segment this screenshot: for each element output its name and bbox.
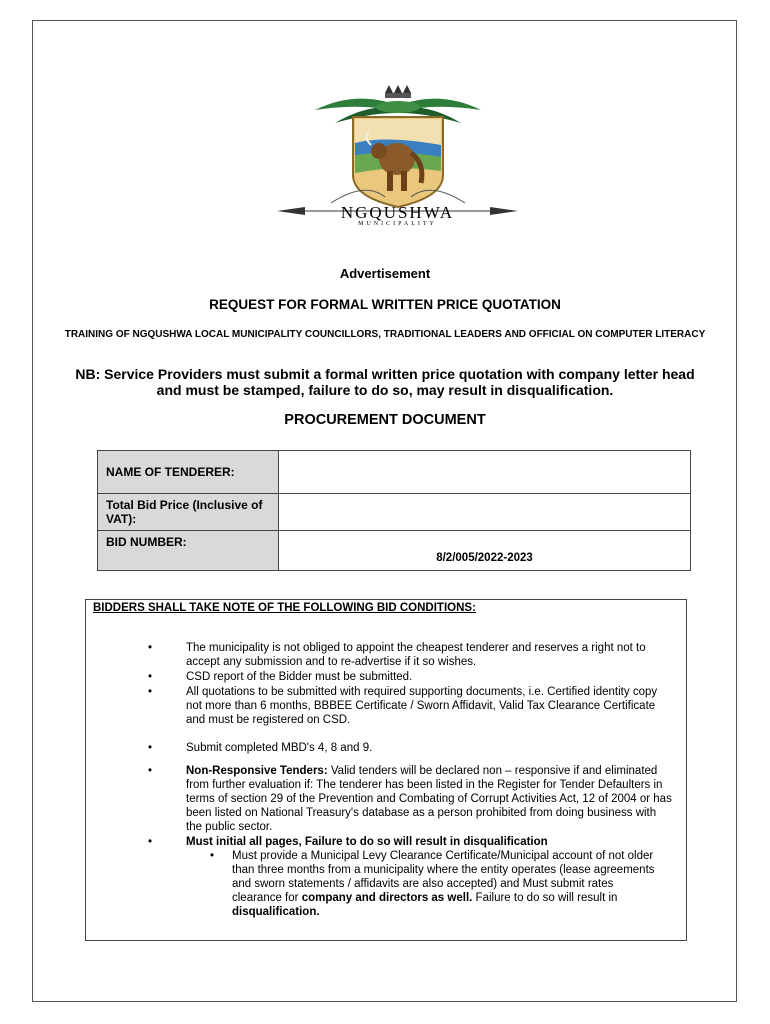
table-row xyxy=(98,451,691,494)
logo-name: NGQUSHWA xyxy=(340,203,455,222)
non-responsive-text: Valid tenders will be declared non – responsive if and eliminated from further evaluation if: The tenderer has been listed in the Register for Tender Defaulters in terms of section 29 of the Prevention and Combating of Corrupt Activities Act, 12 of 2004 or has been listed on National Treasury's database as a person prohibited from doing business with the public sector. xyxy=(186,765,672,833)
bullet-icon: • xyxy=(148,836,153,848)
bid-conditions-heading-text: BIDDERS SHALL TAKE NOTE OF THE FOLLOWING BID CONDITIONS xyxy=(93,602,473,614)
condition-text: The municipality is not obliged to appoint the cheapest tenderer and reserves a right not to accept any submission and to re-advertise if it so wishes. xyxy=(186,642,646,668)
levy-text-2: Failure to do so will result in xyxy=(472,892,618,904)
bullet-icon: • xyxy=(148,742,153,754)
list-item xyxy=(86,685,686,727)
logo-subname: MUNICIPALITY xyxy=(358,221,437,227)
bid-conditions-box xyxy=(85,599,687,941)
initial-pages-text: Must initial all pages, Failure to do so will result in disqualification xyxy=(186,836,548,848)
bullet-icon: • xyxy=(148,642,153,654)
levy-text-1: Must provide a Municipal Levy Clearance Certificate/Municipal account of not older than three months from a municipality where the entity operates (lease agreements and sworn statements / affidavits are also accepted) and Must submit rates clearance for xyxy=(232,850,655,904)
tenderer-name-field[interactable] xyxy=(279,451,691,494)
bullet-icon: • xyxy=(148,686,153,698)
bid-number-value: 8/2/005/2022-2023 xyxy=(279,531,691,571)
municipality-logo xyxy=(275,85,520,230)
procurement-title: PROCUREMENT DOCUMENT xyxy=(284,412,486,428)
request-title: REQUEST FOR FORMAL WRITTEN PRICE QUOTATION xyxy=(209,297,561,312)
conditions-list xyxy=(86,632,686,920)
bullet-icon: • xyxy=(210,850,215,862)
bid-details-table xyxy=(97,450,691,571)
condition-text: CSD report of the Bidder must be submitted. xyxy=(186,671,413,683)
condition-text: All quotations to be submitted with required supporting documents, i.e. Certified identity copy not more than 6 months, BBBEE Certificate / Sworn Affidavit, Valid Tax Clearance Certificate and must be registered on CSD. xyxy=(186,686,658,726)
table-row xyxy=(98,531,691,571)
advertisement-label: Advertisement xyxy=(339,266,431,281)
bid-number-label: BID NUMBER: xyxy=(98,531,279,571)
bullet-icon: • xyxy=(148,671,153,683)
nb-notice: NB: Service Providers must submit a formal written price quotation with company letter head and must be stamped, failure to do so, may result in disqualification. xyxy=(75,366,695,398)
tenderer-name-label: NAME OF TENDERER: xyxy=(98,451,279,494)
condition-text: Submit completed MBD's 4, 8 and 9. xyxy=(186,742,373,754)
table-row xyxy=(98,494,691,531)
sub-conditions-list xyxy=(186,849,674,919)
bullet-icon: • xyxy=(148,765,153,777)
non-responsive-label: Non-Responsive Tenders: xyxy=(186,765,328,777)
training-title: TRAINING OF NGQUSHWA LOCAL MUNICIPALITY COUNCILLORS, TRADITIONAL LEADERS AND OFFICIAL ON COMPUTER LITERACY xyxy=(64,329,706,340)
bid-conditions-heading-colon: : xyxy=(472,602,476,614)
total-bid-price-label: Total Bid Price (Inclusive of VAT): xyxy=(98,494,279,531)
list-item xyxy=(86,835,686,919)
list-item xyxy=(86,670,686,684)
list-item xyxy=(86,641,686,669)
levy-bold-1: company and directors as well. xyxy=(301,892,473,904)
list-item xyxy=(86,764,686,834)
bid-conditions-heading xyxy=(93,602,476,614)
total-bid-price-field[interactable] xyxy=(279,494,691,531)
list-item xyxy=(86,741,686,755)
levy-bold-2: disqualification. xyxy=(232,906,320,918)
list-item xyxy=(186,849,674,919)
